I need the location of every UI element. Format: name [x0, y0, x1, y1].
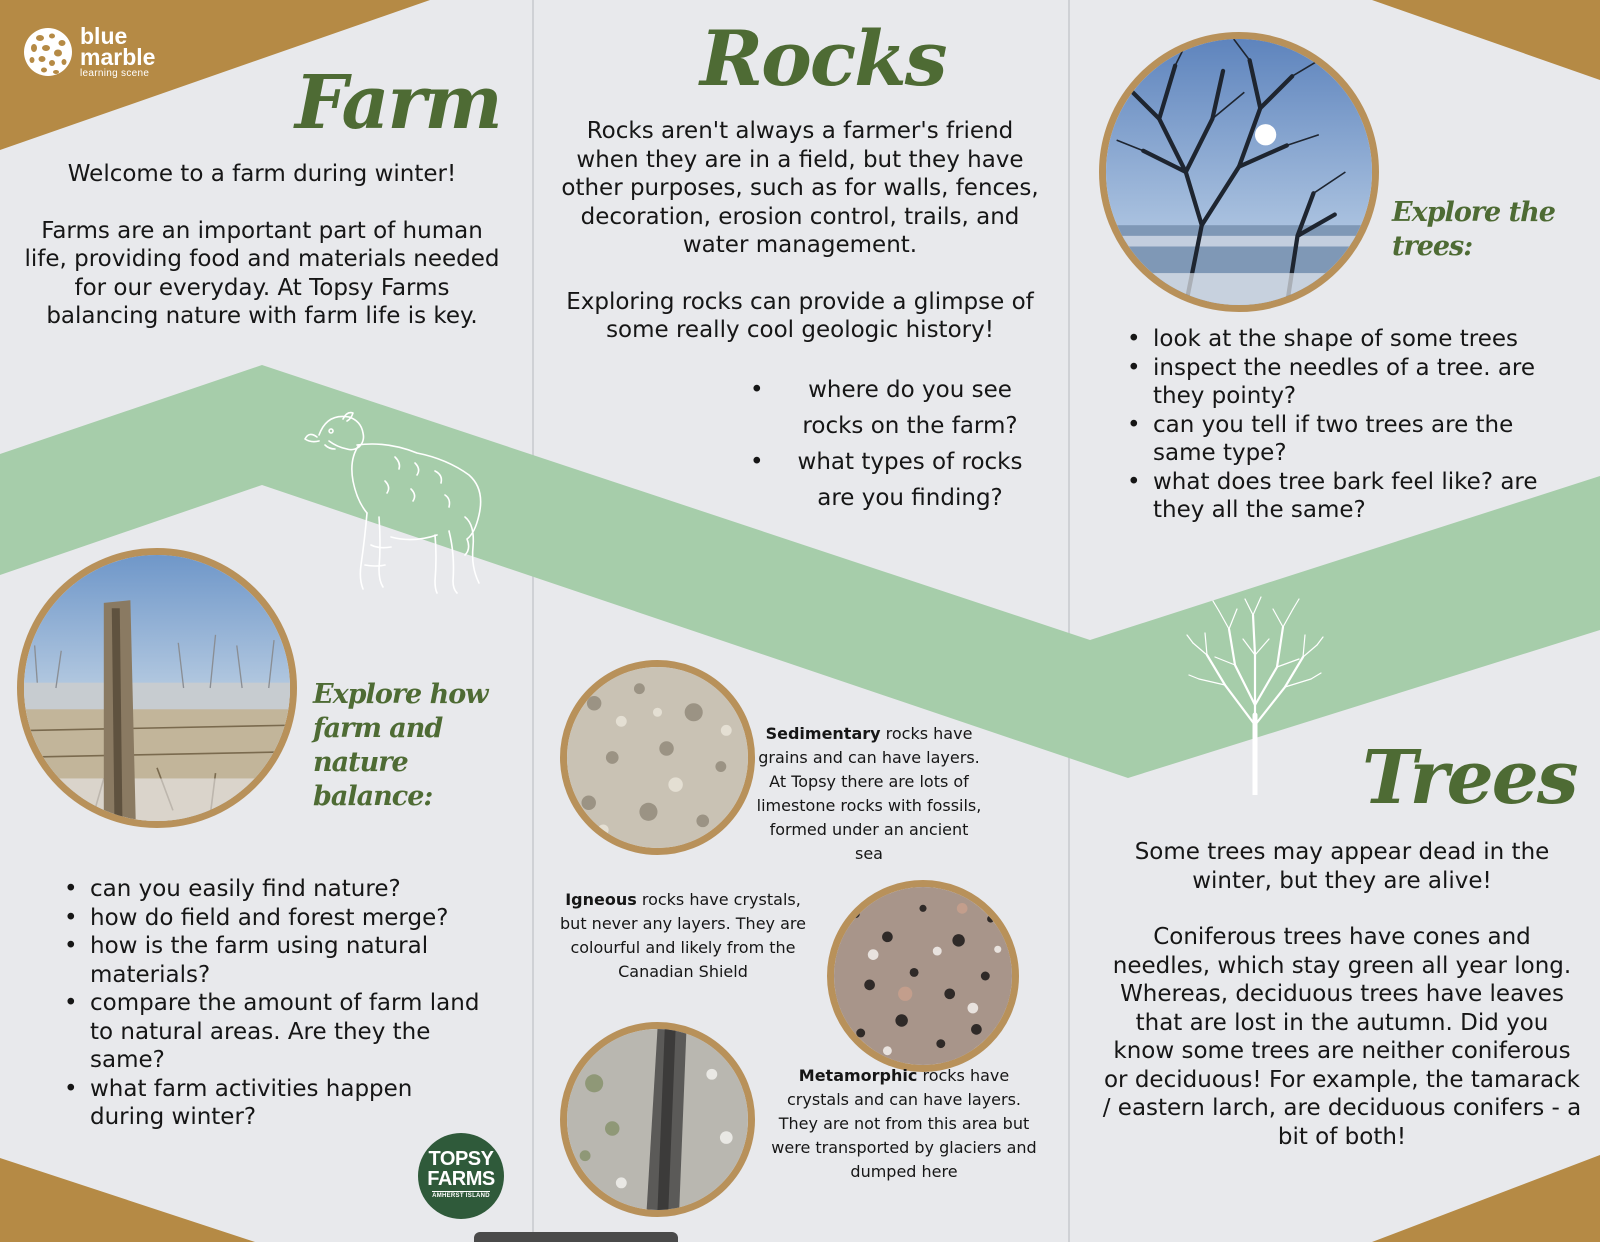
topsy-badge-line2: FARMS — [427, 1168, 495, 1190]
list-item: • look at the shape of some trees — [1125, 325, 1575, 354]
igneous-description — [552, 888, 814, 984]
metamorphic-rock-photo — [560, 1022, 755, 1217]
sedimentary-text: rocks have grains and can have layers. At Topsy there are lots of limestone rocks with fossils, formed under an ancient sea — [756, 724, 982, 863]
farm-intro-paragraph: Welcome to a farm during winter! — [67, 161, 457, 187]
trees-intro-paragraph: Some trees may appear dead in the winter, but they are alive! — [1134, 839, 1550, 894]
farm-question-list — [62, 875, 482, 1132]
blue-marble-logo — [22, 23, 156, 80]
farm-explore-heading: Explore how farm and nature balance: — [313, 679, 488, 812]
metamorphic-description — [770, 1064, 1038, 1184]
sheep-illustration — [295, 405, 495, 605]
list-item: • how do field and forest merge? — [62, 904, 482, 933]
list-item: • can you easily find nature? — [62, 875, 482, 904]
sedimentary-term: Sedimentary — [765, 724, 881, 743]
logo-name-line2: marble — [80, 43, 156, 70]
rocks-intro-paragraph: Rocks aren't always a farmer's friend when they are in a field, but they have other purposes, such as for walls, fences, decoration, erosion control, trails, and water management. — [561, 118, 1039, 258]
sedimentary-description — [755, 722, 983, 866]
logo-tagline: learning scene — [80, 68, 150, 80]
list-item: • compare the amount of farm land to natural areas. Are they the same? — [62, 989, 482, 1075]
rocks-intro-paragraph: Exploring rocks can provide a glimpse of some really cool geologic history! — [566, 288, 1034, 343]
list-item: • what types of rocks are you finding? — [745, 444, 1035, 516]
topsy-farms-badge — [418, 1133, 504, 1219]
list-item: • inspect the needles of a tree. are they pointy? — [1125, 354, 1575, 411]
topsy-badge-line1: TOPSY — [428, 1148, 494, 1170]
igneous-term: Igneous — [565, 890, 637, 909]
marble-logo-icon — [22, 26, 74, 78]
trees-question-list — [1125, 325, 1575, 525]
winter-tree-photo — [1099, 32, 1379, 312]
horizontal-scrollbar[interactable] — [474, 1232, 678, 1242]
list-item: • can you tell if two trees are the same type? — [1125, 411, 1575, 468]
farm-intro-paragraph: Farms are an important part of human life, providing food and materials needed for our everyday. At Topsy Farms balancing nature with farm life is key. — [24, 217, 500, 329]
rocks-title: Rocks — [700, 14, 946, 103]
igneous-rock-photo — [827, 880, 1019, 1072]
trees-explore-heading: Explore the trees: — [1392, 197, 1555, 262]
trees-title: Trees — [1362, 735, 1577, 821]
metamorphic-text: rocks have crystals and can have layers. They are not from this area but were transported by glaciers and dumped here — [771, 1066, 1037, 1181]
list-item: • where do you see rocks on the farm? — [745, 372, 1035, 444]
fence-post-field-photo — [17, 548, 297, 828]
igneous-text: rocks have crystals, but never any layers. They are colourful and likely from the Canadian Shield — [560, 890, 806, 981]
farm-title: Farm — [295, 60, 501, 146]
list-item: • what farm activities happen during winter? — [62, 1075, 482, 1132]
trees-intro — [1102, 838, 1582, 1151]
trees-intro-paragraph: Coniferous trees have cones and needles, which stay green all year long. Whereas, deciduous trees have leaves that are lost in the autumn. Did you know some trees are neither coniferous or deciduous! For example, the tamarack / eastern larch, are deciduous conifers - a bit of both! — [1102, 924, 1582, 1150]
metamorphic-term: Metamorphic — [798, 1066, 918, 1085]
rocks-intro — [560, 117, 1040, 345]
list-item: • what does tree bark feel like? are they all the same? — [1125, 468, 1575, 525]
tree-illustration — [1185, 595, 1325, 795]
topsy-badge-line3: AMHERST ISLAND — [432, 1193, 490, 1199]
list-item: • how is the farm using natural materials? — [62, 932, 482, 989]
rocks-question-list — [745, 372, 1035, 516]
sedimentary-rock-photo — [560, 660, 755, 855]
farm-intro — [22, 160, 502, 331]
logo-name-line1: blue — [80, 23, 128, 49]
